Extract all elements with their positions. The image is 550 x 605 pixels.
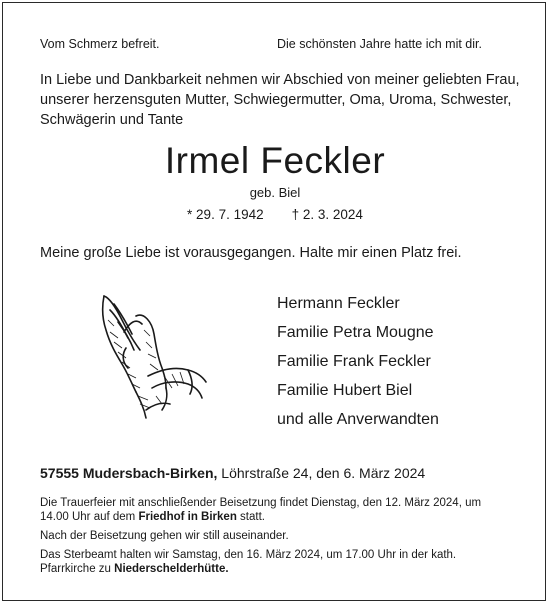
mourner-1: Hermann Feckler xyxy=(277,295,400,312)
requiem-info-text: Das Sterbeamt halten wir Samstag, den 16. März 2024, um 17.00 Uhr in der kath. Pfarrkirche zu xyxy=(40,549,457,575)
intro-text xyxy=(40,70,520,130)
mourner-5: und alle Anverwandten xyxy=(277,411,439,428)
after-burial-info: Nach der Beisetzung gehen wir still auseinander. xyxy=(40,530,289,542)
birth-date: * 29. 7. 1942 xyxy=(187,207,264,222)
funeral-info-text: Die Trauerfeier mit anschließender Beisetzung findet Dienstag, den 12. März 2024, um 14.00 Uhr auf dem xyxy=(40,497,482,523)
funeral-info-end: statt. xyxy=(236,511,265,523)
street-and-date: Löhrstraße 24, den 6. März 2024 xyxy=(217,465,426,481)
church-name: Niederschelderhütte. xyxy=(114,563,229,575)
left-quote: Vom Schmerz befreit. xyxy=(40,37,160,51)
maiden-name: geb. Biel xyxy=(249,185,301,200)
place-name: 57555 Mudersbach-Birken, xyxy=(40,465,218,481)
mourner-3: Familie Frank Feckler xyxy=(277,353,431,370)
death-date: † 2. 3. 2024 xyxy=(291,207,363,222)
funeral-info xyxy=(40,496,512,524)
cemetery-name: Friedhof in Birken xyxy=(138,511,237,523)
right-quote: Die schönsten Jahre hatte ich mit dir. xyxy=(277,37,482,51)
praying-hands-icon xyxy=(92,292,210,420)
life-dates xyxy=(0,207,550,222)
intro-line-3: Schwägerin und Tante xyxy=(40,112,184,128)
requiem-info xyxy=(40,548,512,576)
deceased-name: Irmel Feckler xyxy=(164,140,386,181)
motto: Meine große Liebe ist vorausgegangen. Halte mir einen Platz frei. xyxy=(40,245,462,261)
funeral-notes xyxy=(40,496,512,581)
mourners-list xyxy=(277,289,439,434)
intro-line-1: In Liebe und Dankbarkeit nehmen wir Abschied von meiner geliebten Frau, xyxy=(40,72,520,88)
intro-line-2: unserer herzensguten Mutter, Schwiegermutter, Oma, Uroma, Schwester, xyxy=(40,92,512,108)
mourner-4: Familie Hubert Biel xyxy=(277,382,413,399)
place-and-date xyxy=(40,465,425,481)
mourner-2: Familie Petra Mougne xyxy=(277,324,434,341)
